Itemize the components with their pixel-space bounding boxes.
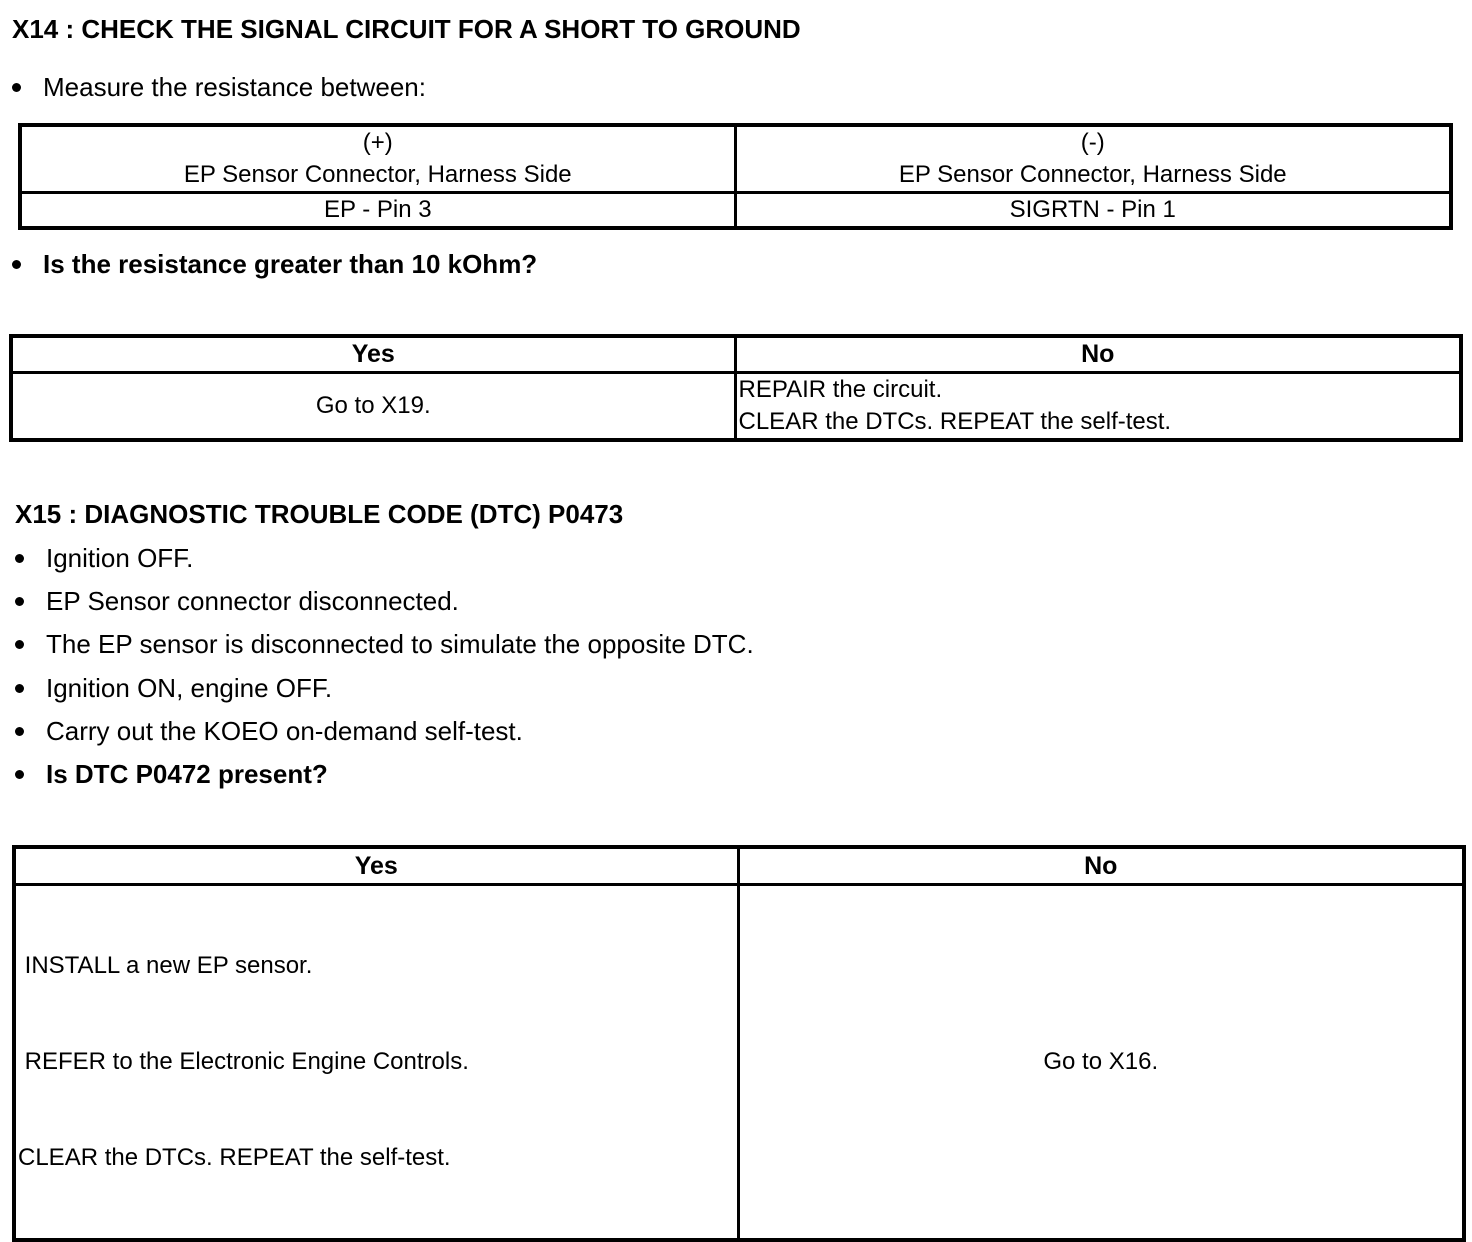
pos-symbol: (+) bbox=[362, 129, 393, 156]
x14-result-table bbox=[9, 334, 1463, 442]
x15-result-table bbox=[12, 845, 1466, 1242]
neg-header-cell bbox=[735, 125, 1451, 193]
pos-pin-cell: EP - Pin 3 bbox=[20, 193, 735, 229]
pos-label: EP Sensor Connector, Harness Side bbox=[183, 161, 572, 188]
x15-question: Is DTC P0472 present? bbox=[15, 759, 328, 789]
x15-title: X15 : DIAGNOSTIC TROUBLE CODE (DTC) P0473 bbox=[15, 499, 624, 529]
bullet-icon bbox=[12, 260, 21, 269]
yes-result-line-3: CLEAR the DTCs. REPEAT the self-test. bbox=[18, 1143, 451, 1171]
yes-header: Yes bbox=[14, 847, 738, 884]
no-result-cell bbox=[735, 372, 1461, 440]
bullet-icon bbox=[15, 727, 24, 736]
x15-step-4: Ignition ON, engine OFF. bbox=[15, 673, 332, 703]
x14-title: X14 : CHECK THE SIGNAL CIRCUIT FOR A SHORT TO GROUND bbox=[12, 14, 801, 44]
yes-result-cell: Go to X19. bbox=[11, 372, 735, 440]
x14-measure-table bbox=[18, 123, 1453, 230]
no-header: No bbox=[735, 336, 1461, 372]
x15-step-3: The EP sensor is disconnected to simulate the opposite DTC. bbox=[15, 629, 754, 659]
bullet-icon bbox=[15, 770, 24, 779]
bullet-icon bbox=[15, 597, 24, 606]
bullet-icon bbox=[15, 554, 24, 563]
yes-result-line-1: INSTALL a new EP sensor. bbox=[18, 951, 313, 979]
no-header: No bbox=[738, 847, 1464, 884]
no-result-line-1: REPAIR the circuit. bbox=[738, 375, 943, 403]
bullet-icon bbox=[15, 640, 24, 649]
yes-result-line-2: REFER to the Electronic Engine Controls. bbox=[18, 1047, 469, 1075]
x15-step-1: Ignition OFF. bbox=[15, 543, 193, 573]
neg-label: EP Sensor Connector, Harness Side bbox=[898, 161, 1287, 188]
neg-symbol: (-) bbox=[1080, 129, 1105, 156]
x15-step-5: Carry out the KOEO on-demand self-test. bbox=[15, 716, 523, 746]
neg-pin-cell: SIGRTN - Pin 1 bbox=[735, 193, 1451, 229]
x15-step-2: EP Sensor connector disconnected. bbox=[15, 586, 459, 616]
yes-header: Yes bbox=[11, 336, 735, 372]
x14-step-measure: Measure the resistance between: bbox=[12, 72, 426, 102]
pos-header-cell bbox=[20, 125, 735, 193]
yes-result-cell bbox=[14, 884, 738, 1240]
x14-question: Is the resistance greater than 10 kOhm? bbox=[12, 249, 537, 279]
bullet-icon bbox=[15, 684, 24, 693]
no-result-line-2: CLEAR the DTCs. REPEAT the self-test. bbox=[738, 407, 1172, 435]
bullet-icon bbox=[12, 83, 21, 92]
no-result-cell: Go to X16. bbox=[738, 884, 1464, 1240]
